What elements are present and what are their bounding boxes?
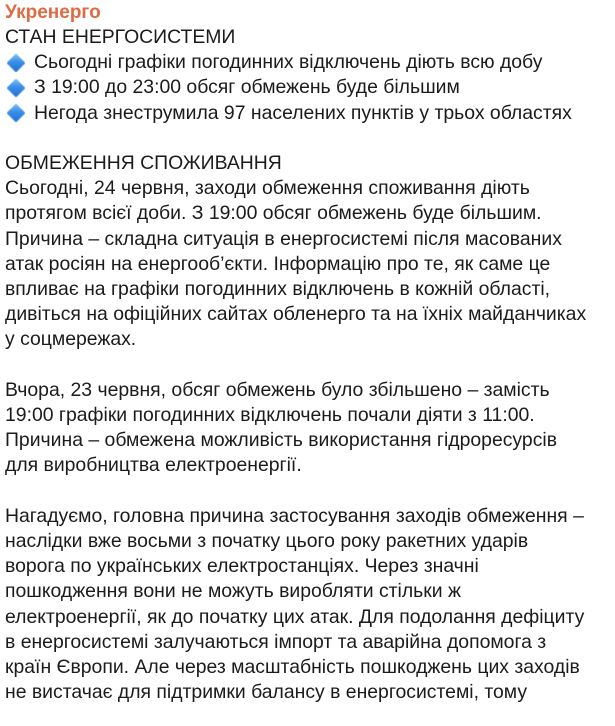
status-bullet-text: З 19:00 до 23:00 обсяг обмежень буде більшим <box>34 76 460 99</box>
text-line: ворога по українських електростанціях. Через значні <box>5 555 479 578</box>
spacer <box>5 479 611 504</box>
text-line: протягом всієї доби. З 19:00 обсяг обмежень буде більшим. <box>5 202 542 225</box>
spacer <box>5 126 611 151</box>
message-body <box>5 25 611 705</box>
paragraph-today <box>5 176 611 352</box>
channel-name[interactable]: Укренерго <box>5 2 101 23</box>
spacer <box>5 353 611 378</box>
text-line: атак росіян на енергооб’єкти. Інформацію про те, як саме це <box>5 252 551 275</box>
large-blue-diamond-icon <box>6 53 26 73</box>
text-line: впливає на графіки погодинних відключень в кожній області, <box>5 278 551 301</box>
message-post <box>5 0 611 705</box>
status-bullet <box>5 101 611 126</box>
text-line: для виробництва електроенергії. <box>5 454 302 477</box>
status-bullet <box>5 50 611 75</box>
text-line: наслідки вже восьми з початку цього року ракетних ударів <box>5 530 529 553</box>
text-line: Причина – складна ситуація в енергосистемі після масованих <box>5 227 562 250</box>
large-blue-diamond-icon <box>6 78 26 98</box>
large-blue-diamond-icon <box>6 103 26 123</box>
text-line: Сьогодні, 24 червня, заходи обмеження споживання діють <box>5 177 530 200</box>
text-line: Нагадуємо, головна причина застосування заходів обмеження – <box>5 504 584 527</box>
text-line: у соцмережах. <box>5 328 137 351</box>
text-line: Причина – обмежена можливість використання гідроресурсів <box>5 429 557 452</box>
paragraph-yesterday <box>5 378 611 479</box>
text-line: не вистачає для підтримки балансу в енергосистемі, тому <box>5 681 528 704</box>
text-line: дивіться на офіційних сайтах обленерго та на їхніх майданчиках <box>5 303 587 326</box>
paragraph-reminder <box>5 504 611 706</box>
status-bullet-text: Сьогодні графіки погодинних відключень діють всю добу <box>34 51 543 74</box>
text-line: електроенергії, як до початку цих атак. Для подолання дефіциту <box>5 605 585 628</box>
text-line: 19:00 графіки погодинних відключень почали діяти з 11:00. <box>5 404 535 427</box>
text-line: Вчора, 23 червня, обсяг обмежень було збільшено – замість <box>5 378 550 401</box>
status-bullet-text: Негода знеструмила 97 населених пунктів у трьох областях <box>34 101 572 124</box>
text-line: пошкодження вони не можуть виробляти стільки ж <box>5 580 461 603</box>
text-line: в енергосистемі залучаються імпорт та аварійна допомога з <box>5 630 547 653</box>
limits-heading: ОБМЕЖЕННЯ СПОЖИВАННЯ <box>5 152 282 174</box>
text-line: країн Європи. Але через масштабність пошкоджень цих заходів <box>5 656 580 679</box>
status-bullet <box>5 75 611 100</box>
status-heading: СТАН ЕНЕРГОСИСТЕМИ <box>5 26 236 48</box>
